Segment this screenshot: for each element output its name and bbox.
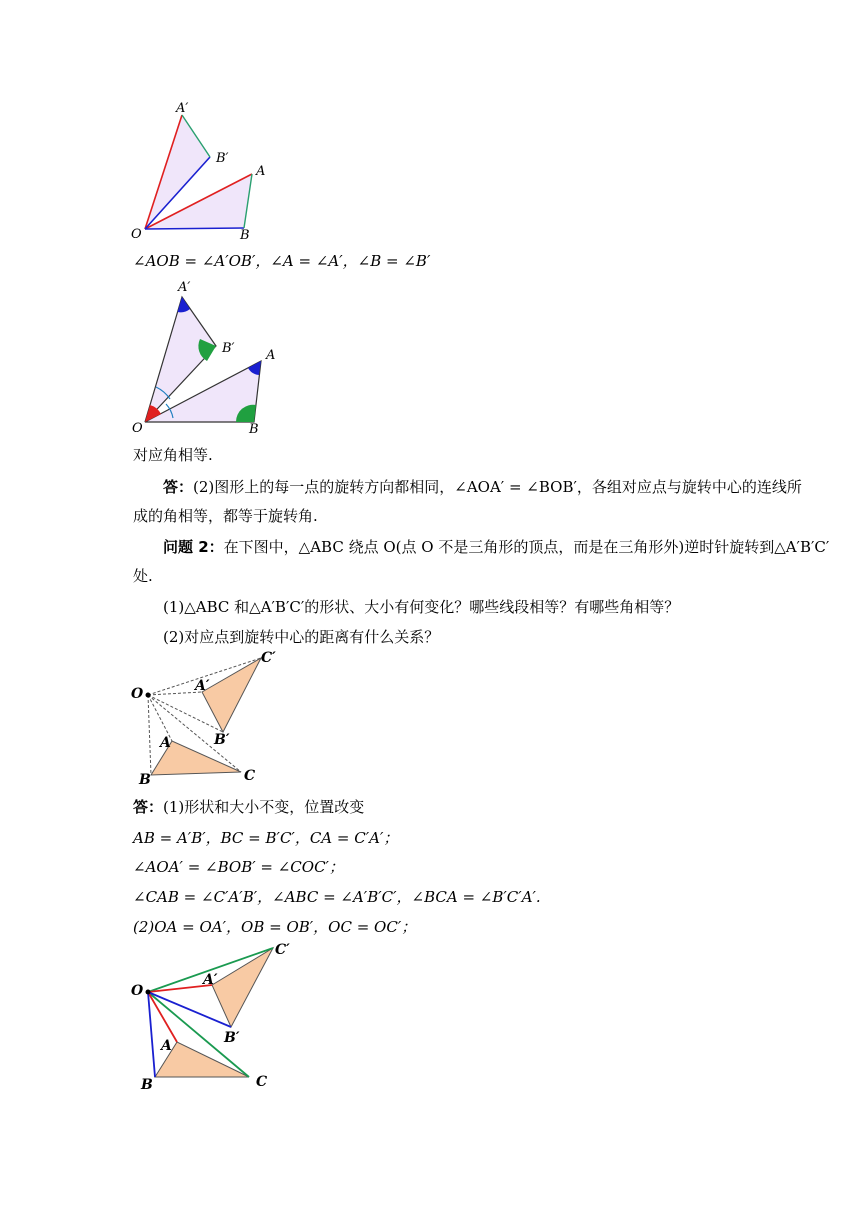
answer2-line4: ∠CAB = ∠C′A′B′，∠ABC = ∠A′B′C′，∠BCA = ∠B′C′A′. <box>133 888 541 906</box>
label-a-prime: A′ <box>178 280 191 295</box>
label-c-prime: C′ <box>275 942 290 958</box>
label-a: A <box>266 348 276 363</box>
figure-rotation-angles-2 <box>128 277 278 437</box>
label-b-prime: B′ <box>224 1030 240 1046</box>
label-c: C <box>244 768 256 784</box>
label-o: O <box>132 421 143 436</box>
problem2-line2: 处. <box>133 567 153 585</box>
answer2-line1: 答：(1)形状和大小不变，位置改变 <box>133 798 365 816</box>
segment-ob <box>145 228 244 229</box>
label-b-prime: B′ <box>216 151 229 166</box>
answer1-line2: 成的角相等，都等于旋转角. <box>133 507 318 525</box>
point-o <box>146 990 151 995</box>
text-angle-equalities: ∠AOB = ∠A′OB′，∠A = ∠A′，∠B = ∠B′ <box>133 252 431 270</box>
answer1-line1: 答：(2)图形上的每一点的旋转方向都相同，∠AOA′ = ∠BOB′，各组对应点与旋转中心的连线所 <box>163 478 802 496</box>
label-a-prime: A′ <box>203 972 218 988</box>
answer2-line3: ∠AOA′ = ∠BOB′ = ∠COC′； <box>133 858 344 876</box>
text-corresponding-angles: 对应角相等. <box>133 446 213 464</box>
label-b-prime: B′ <box>214 732 230 748</box>
label-a: A <box>161 1038 172 1054</box>
segment-ob <box>148 992 155 1077</box>
figure-rotation-external-center-3 <box>128 648 278 788</box>
label-o: O <box>131 227 142 242</box>
label-a: A <box>256 164 266 179</box>
problem2-q2: (2)对应点到旋转中心的距离有什么关系？ <box>163 628 440 646</box>
label-a-prime: A′ <box>176 101 189 116</box>
triangle-a-prime-b-prime-c-prime <box>202 658 261 732</box>
label-b-prime: B′ <box>222 341 235 356</box>
label-c-prime: C′ <box>261 650 276 666</box>
figure-rotation-distances-4 <box>128 940 298 1095</box>
point-o <box>146 693 151 698</box>
label-b: B <box>141 1077 153 1093</box>
answer2-line2: AB = A′B′，BC = B′C′，CA = C′A′； <box>133 829 399 847</box>
label-o: O <box>131 686 144 702</box>
label-c: C <box>256 1074 268 1090</box>
answer2-line5: (2)OA = OA′，OB = OB′，OC = OC′； <box>133 918 417 936</box>
label-b: B <box>249 422 259 437</box>
problem2-q1: (1)△ABC 和△A′B′C′的形状、大小有何变化？哪些线段相等？有哪些角相等？ <box>163 598 680 616</box>
triangle-a-prime-b-prime-c-prime <box>212 948 273 1027</box>
problem2-line1: 问题 2：在下图中，△ABC 绕点 O(点 O 不是三角形的顶点，而是在三角形外)逆时针旋转到△A′B′C′ <box>163 538 830 556</box>
label-a-prime: A′ <box>195 678 210 694</box>
label-b: B <box>240 228 250 243</box>
label-b: B <box>139 772 151 788</box>
label-o: O <box>131 983 144 999</box>
figure-rotation-triangles-1 <box>128 98 278 243</box>
label-a: A <box>160 735 171 751</box>
